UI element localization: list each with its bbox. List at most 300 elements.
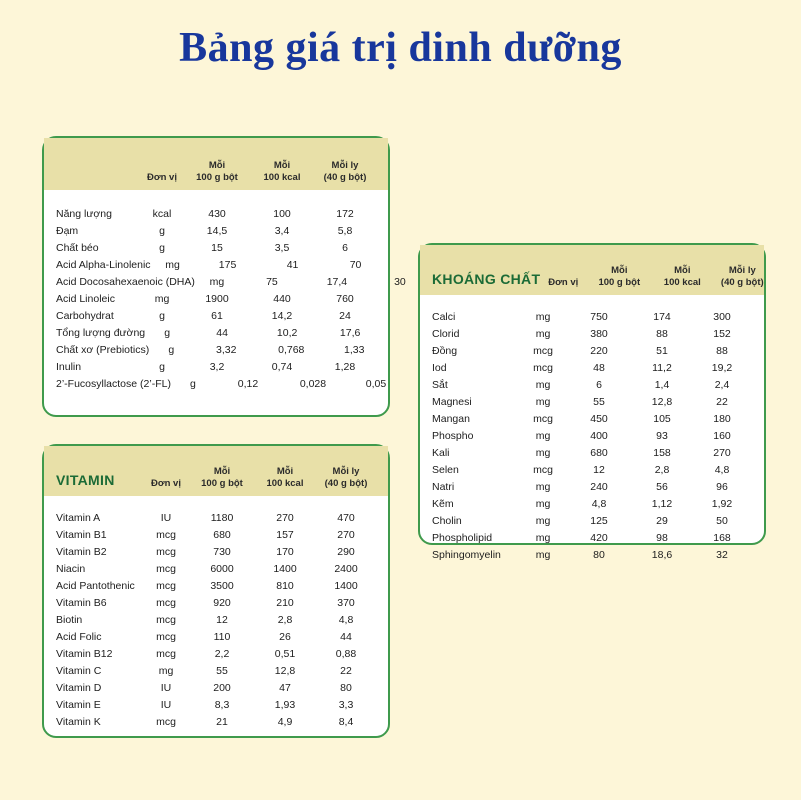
cell-per-serving: 172 [336, 208, 354, 220]
cell-per-100g: 21 [216, 716, 228, 728]
cell-unit: mcg [533, 345, 553, 357]
table-row [56, 680, 376, 697]
cell-per-100g: 750 [590, 311, 608, 323]
table-row [56, 561, 376, 578]
cell-per-100kcal: 174 [653, 311, 671, 323]
cell-per-100g: 175 [218, 259, 237, 271]
cell-per-100g: 3,2 [209, 361, 225, 373]
column-header-unit: Đơn vị [147, 172, 177, 184]
row-values [520, 309, 752, 326]
table-row [56, 714, 376, 731]
row-label: Vitamin A [56, 512, 101, 524]
row-values [140, 223, 376, 240]
cell-per-100g: 2,2 [214, 648, 230, 660]
table-row [432, 343, 752, 360]
cell-unit: mg [535, 396, 551, 408]
cell-per-serving: 4,8 [714, 464, 730, 476]
cell-per-100kcal: 14,2 [271, 310, 293, 322]
cell-per-100g: 12 [593, 464, 605, 476]
row-label: 2’-Fucosyllactose (2’-FL) [56, 378, 171, 390]
cell-unit: mg [535, 430, 551, 442]
cell-unit: mg [154, 293, 170, 305]
cell-per-100kcal: 88 [656, 328, 668, 340]
table-row [56, 308, 376, 325]
cell-per-serving: 152 [713, 328, 731, 340]
cell-per-100g: 6 [596, 379, 602, 391]
row-label: Vitamin E [56, 699, 101, 711]
cell-per-100g: 44 [216, 327, 228, 339]
cell-per-100kcal: 1,4 [654, 379, 670, 391]
row-values [520, 496, 752, 513]
cell-unit: mcg [156, 563, 176, 575]
row-label: Acid Pantothenic [56, 580, 135, 592]
cell-per-serving: 4,8 [338, 614, 354, 626]
cell-unit: mg [535, 515, 551, 527]
column-header-per-100g: Mỗi 100 g bột [201, 466, 243, 490]
cell-per-100kcal: 10,2 [276, 327, 298, 339]
row-values [520, 343, 752, 360]
cell-per-100g: 920 [213, 597, 231, 609]
nutrition-column-headers [140, 160, 376, 184]
table-row [56, 629, 376, 646]
vitamin-column-headers [142, 466, 376, 490]
cell-per-100g: 430 [208, 208, 226, 220]
row-values [140, 240, 376, 257]
cell-unit: g [159, 225, 165, 237]
row-label: Vitamin B2 [56, 546, 107, 558]
cell-per-100g: 125 [590, 515, 608, 527]
row-label: Đạm [56, 225, 79, 237]
column-header-per-100g: Mỗi 100 g bột [598, 265, 641, 289]
cell-per-100kcal: 210 [276, 597, 294, 609]
cell-per-100kcal: 29 [656, 515, 668, 527]
cell-per-100kcal: 440 [273, 293, 291, 305]
cell-per-100kcal: 0,74 [271, 361, 293, 373]
cell-per-100g: 0,12 [237, 378, 259, 390]
cell-per-100g: 450 [590, 413, 608, 425]
cell-unit: mcg [156, 546, 176, 558]
table-row [56, 342, 376, 359]
cell-per-serving: 1,33 [344, 344, 365, 356]
mineral-rows [420, 295, 764, 578]
cell-unit: mcg [156, 614, 176, 626]
row-values [142, 578, 376, 595]
row-values [140, 359, 376, 376]
table-row [432, 445, 752, 462]
row-label: Clorid [432, 328, 460, 340]
row-label: Carbohydrat [56, 310, 114, 322]
cell-per-serving: 44 [340, 631, 352, 643]
row-values [149, 342, 385, 359]
cell-per-100g: 380 [590, 328, 608, 340]
cell-unit: kcal [152, 208, 172, 220]
cell-per-100kcal: 98 [656, 532, 668, 544]
table-row [432, 462, 752, 479]
row-label: Vitamin B1 [56, 529, 107, 541]
mineral-column-headers [540, 265, 772, 289]
cell-per-100kcal: 0,768 [278, 344, 305, 356]
row-label: Sphingomyelin [432, 549, 501, 561]
cell-per-100kcal: 47 [279, 682, 291, 694]
row-values [142, 680, 376, 697]
cell-unit: mg [535, 498, 551, 510]
row-label: Vitamin K [56, 716, 101, 728]
cell-unit: mg [535, 328, 551, 340]
row-values [142, 510, 376, 527]
cell-per-100kcal: 56 [656, 481, 668, 493]
cell-per-100g: 240 [590, 481, 608, 493]
cell-unit: g [168, 344, 175, 356]
cell-per-100kcal: 12,8 [651, 396, 673, 408]
cell-per-100g: 14,5 [206, 225, 228, 237]
row-values [142, 561, 376, 578]
row-label: Selen [432, 464, 459, 476]
row-values [142, 714, 376, 731]
mineral-table-card [418, 243, 766, 561]
cell-per-serving: 22 [716, 396, 728, 408]
table-row [56, 595, 376, 612]
cell-unit: g [190, 378, 196, 390]
cell-unit: mg [535, 532, 551, 544]
cell-per-100g: 75 [266, 276, 278, 288]
cell-per-100kcal: 12,8 [274, 665, 296, 677]
row-values [142, 629, 376, 646]
table-row [56, 544, 376, 561]
cell-unit: mcg [533, 413, 553, 425]
row-label: Acid Folic [56, 631, 102, 643]
cell-per-100g: 12 [216, 614, 228, 626]
cell-per-serving: 96 [716, 481, 728, 493]
cell-per-100g: 55 [216, 665, 228, 677]
cell-unit: mg [535, 549, 551, 561]
cell-unit: mcg [156, 716, 176, 728]
cell-per-serving: 1,92 [711, 498, 733, 510]
table-row [432, 377, 752, 394]
cell-per-100g: 3500 [210, 580, 234, 592]
cell-unit: mg [535, 447, 551, 459]
row-label: Đồng [432, 345, 458, 357]
cell-unit: g [164, 327, 171, 339]
cell-unit: IU [160, 699, 172, 711]
row-label: Phospho [432, 430, 474, 442]
vitamin-table-card [42, 444, 390, 738]
cell-unit: g [159, 310, 165, 322]
cell-unit: mg [165, 259, 180, 271]
cell-per-100g: 3,32 [216, 344, 237, 356]
nutrition-table-card [42, 136, 406, 417]
row-label: Vitamin C [56, 665, 102, 677]
row-label: Biotin [56, 614, 83, 626]
column-header-per-serving: Mỗi ly (40 g bột) [324, 466, 368, 490]
cell-per-serving: 2,4 [714, 379, 730, 391]
cell-unit: mg [535, 379, 551, 391]
table-row [56, 612, 376, 629]
row-label: Kẽm [432, 498, 454, 510]
table-row [56, 257, 376, 274]
cell-unit: mcg [533, 362, 553, 374]
row-label: Kali [432, 447, 450, 459]
cell-per-100g: 220 [590, 345, 608, 357]
row-values [171, 376, 407, 393]
cell-per-100kcal: 810 [276, 580, 294, 592]
table-row [56, 376, 387, 393]
cell-per-serving: 470 [337, 512, 355, 524]
cell-per-100kcal: 0,028 [299, 378, 327, 390]
cell-per-serving: 70 [349, 259, 362, 271]
cell-per-serving: 5,8 [337, 225, 353, 237]
page-title: Bảng giá trị dinh dưỡng [179, 25, 622, 71]
row-values [520, 428, 752, 445]
table-row [432, 479, 752, 496]
cell-per-serving: 22 [340, 665, 352, 677]
table-row [432, 496, 752, 513]
row-values [140, 206, 376, 223]
table-row [56, 274, 406, 291]
cell-per-100g: 6000 [210, 563, 234, 575]
row-values [520, 360, 752, 377]
nutrition-table-header [44, 138, 388, 190]
column-header-per-100kcal: Mỗi 100 kcal [263, 160, 301, 184]
cell-per-100g: 420 [590, 532, 608, 544]
cell-per-100kcal: 157 [276, 529, 294, 541]
cell-per-serving: 88 [716, 345, 728, 357]
cell-unit: g [159, 361, 165, 373]
row-label: Niacin [56, 563, 86, 575]
cell-per-serving: 300 [713, 311, 731, 323]
row-label: Acid Alpha-Linolenic [56, 259, 151, 271]
cell-per-serving: 160 [713, 430, 731, 442]
mineral-header-title: KHOÁNG CHẤT [432, 271, 541, 287]
cell-per-100kcal: 170 [276, 546, 294, 558]
table-row [56, 510, 376, 527]
row-values [145, 325, 381, 342]
cell-per-serving: 290 [337, 546, 355, 558]
cell-per-100kcal: 17,4 [326, 276, 348, 288]
cell-per-100kcal: 41 [286, 259, 299, 271]
cell-per-100g: 400 [590, 430, 608, 442]
vitamin-table-header [44, 446, 388, 496]
cell-unit: mcg [156, 631, 176, 643]
cell-per-100g: 1180 [210, 512, 234, 524]
cell-per-100kcal: 18,6 [651, 549, 673, 561]
cell-per-serving: 17,6 [339, 327, 361, 339]
cell-per-serving: 180 [713, 413, 731, 425]
cell-per-100kcal: 1400 [273, 563, 297, 575]
cell-per-100kcal: 100 [273, 208, 291, 220]
row-values [520, 530, 752, 547]
table-row [56, 527, 376, 544]
row-label: Calci [432, 311, 456, 323]
cell-per-100g: 680 [213, 529, 231, 541]
row-label: Vitamin B12 [56, 648, 113, 660]
table-row [56, 206, 376, 223]
row-values [520, 326, 752, 343]
table-row [432, 326, 752, 343]
cell-per-100g: 4,8 [591, 498, 607, 510]
table-row [432, 360, 752, 377]
column-header-per-serving: Mỗi ly (40 g bột) [720, 265, 764, 289]
cell-unit: mg [535, 311, 551, 323]
row-label: Chất béo [56, 242, 99, 254]
cell-per-serving: 1400 [334, 580, 358, 592]
column-header-unit: Đơn vị [548, 277, 579, 289]
row-label: Năng lượng [56, 208, 112, 220]
cell-per-100kcal: 158 [653, 447, 671, 459]
row-values [520, 513, 752, 530]
cell-per-100g: 110 [213, 631, 231, 643]
row-values [520, 445, 752, 462]
column-header-per-serving: Mỗi ly (40 g bột) [323, 160, 367, 184]
table-row [432, 394, 752, 411]
table-row [56, 359, 376, 376]
cell-unit: mcg [156, 529, 176, 541]
row-label: Vitamin D [56, 682, 102, 694]
table-row [432, 547, 752, 564]
nutrition-rows [44, 190, 406, 407]
row-label: Acid Linoleic [56, 293, 115, 305]
cell-per-serving: 270 [713, 447, 731, 459]
cell-per-100g: 80 [593, 549, 605, 561]
column-header-per-100kcal: Mỗi 100 kcal [663, 265, 701, 289]
row-label: Iod [432, 362, 447, 374]
table-row [432, 530, 752, 547]
row-values [142, 595, 376, 612]
cell-per-serving: 6 [342, 242, 348, 254]
cell-per-serving: 8,4 [338, 716, 354, 728]
cell-per-serving: 0,88 [335, 648, 357, 660]
cell-per-serving: 3,3 [338, 699, 354, 711]
cell-per-serving: 24 [339, 310, 351, 322]
row-values [142, 612, 376, 629]
cell-per-serving: 168 [713, 532, 731, 544]
row-values [142, 646, 376, 663]
row-label: Vitamin B6 [56, 597, 107, 609]
table-row [432, 411, 752, 428]
row-label: Natri [432, 481, 455, 493]
table-row [56, 578, 376, 595]
table-row [56, 325, 376, 342]
cell-per-100g: 1900 [205, 293, 229, 305]
cell-per-100kcal: 270 [276, 512, 294, 524]
row-values [520, 411, 752, 428]
cell-per-100kcal: 1,93 [274, 699, 296, 711]
row-values [142, 527, 376, 544]
cell-per-serving: 760 [336, 293, 354, 305]
row-values [520, 394, 752, 411]
cell-per-100kcal: 3,5 [274, 242, 290, 254]
row-values [151, 257, 387, 274]
row-label: Tổng lượng đường [56, 327, 146, 339]
row-label: Mangan [432, 413, 470, 425]
cell-per-100kcal: 3,4 [274, 225, 290, 237]
table-row [432, 513, 752, 530]
cell-unit: mcg [156, 648, 176, 660]
cell-per-serving: 1,28 [334, 361, 356, 373]
cell-per-100kcal: 26 [279, 631, 291, 643]
cell-per-100kcal: 4,9 [277, 716, 293, 728]
row-values [520, 479, 752, 496]
row-label: Chất xơ (Prebiotics) [56, 344, 150, 356]
cell-per-serving: 370 [337, 597, 355, 609]
cell-unit: mcg [533, 464, 553, 476]
cell-unit: mcg [156, 580, 176, 592]
row-values [142, 663, 376, 680]
table-row [432, 428, 752, 445]
row-values [520, 462, 752, 479]
row-values [195, 274, 431, 291]
table-row [432, 309, 752, 326]
row-values [140, 291, 376, 308]
cell-per-serving: 0,05 [365, 378, 387, 390]
cell-per-100g: 680 [590, 447, 608, 459]
cell-unit: mg [209, 276, 225, 288]
column-header-unit: Đơn vị [151, 478, 181, 490]
row-label: Magnesi [432, 396, 472, 408]
row-values [142, 697, 376, 714]
cell-per-100kcal: 93 [656, 430, 668, 442]
cell-per-100kcal: 51 [656, 345, 668, 357]
cell-unit: IU [160, 682, 172, 694]
column-header-per-100kcal: Mỗi 100 kcal [266, 466, 304, 490]
cell-per-100g: 200 [213, 682, 231, 694]
vitamin-rows [44, 496, 388, 745]
cell-per-100kcal: 2,8 [654, 464, 670, 476]
cell-unit: IU [160, 512, 172, 524]
table-row [56, 240, 376, 257]
table-row [56, 697, 376, 714]
row-values [140, 308, 376, 325]
row-label: Cholin [432, 515, 462, 527]
row-values [520, 547, 752, 564]
table-row [56, 291, 376, 308]
cell-per-100kcal: 0,51 [274, 648, 296, 660]
cell-per-100kcal: 1,12 [651, 498, 673, 510]
cell-per-serving: 32 [716, 549, 728, 561]
cell-unit: g [159, 242, 165, 254]
cell-per-serving: 270 [337, 529, 355, 541]
cell-per-100g: 730 [213, 546, 231, 558]
cell-unit: mg [158, 665, 174, 677]
row-label: Inulin [56, 361, 82, 373]
cell-per-serving: 19,2 [711, 362, 733, 374]
cell-per-100kcal: 105 [653, 413, 671, 425]
table-row [56, 663, 376, 680]
column-header-per-100g: Mỗi 100 g bột [196, 160, 238, 184]
vitamin-header-title: VITAMIN [56, 472, 115, 488]
cell-per-serving: 2400 [334, 563, 358, 575]
mineral-table-header [420, 245, 764, 295]
row-values [142, 544, 376, 561]
cell-per-100g: 48 [593, 362, 605, 374]
row-label: Sắt [432, 379, 448, 391]
row-label: Phospholipid [432, 532, 493, 544]
cell-unit: mcg [156, 597, 176, 609]
cell-per-100g: 61 [211, 310, 223, 322]
cell-per-serving: 30 [394, 276, 406, 288]
cell-per-serving: 50 [716, 515, 728, 527]
cell-per-100kcal: 2,8 [277, 614, 293, 626]
cell-per-serving: 80 [340, 682, 352, 694]
table-row [56, 223, 376, 240]
cell-per-100g: 8,3 [214, 699, 230, 711]
cell-unit: mg [535, 481, 551, 493]
cell-per-100kcal: 11,2 [652, 362, 672, 374]
table-row [56, 646, 376, 663]
row-values [520, 377, 752, 394]
cell-per-100g: 55 [593, 396, 605, 408]
cell-per-100g: 15 [211, 242, 223, 254]
row-label: Acid Docosahexaenoic (DHA) [56, 276, 195, 288]
